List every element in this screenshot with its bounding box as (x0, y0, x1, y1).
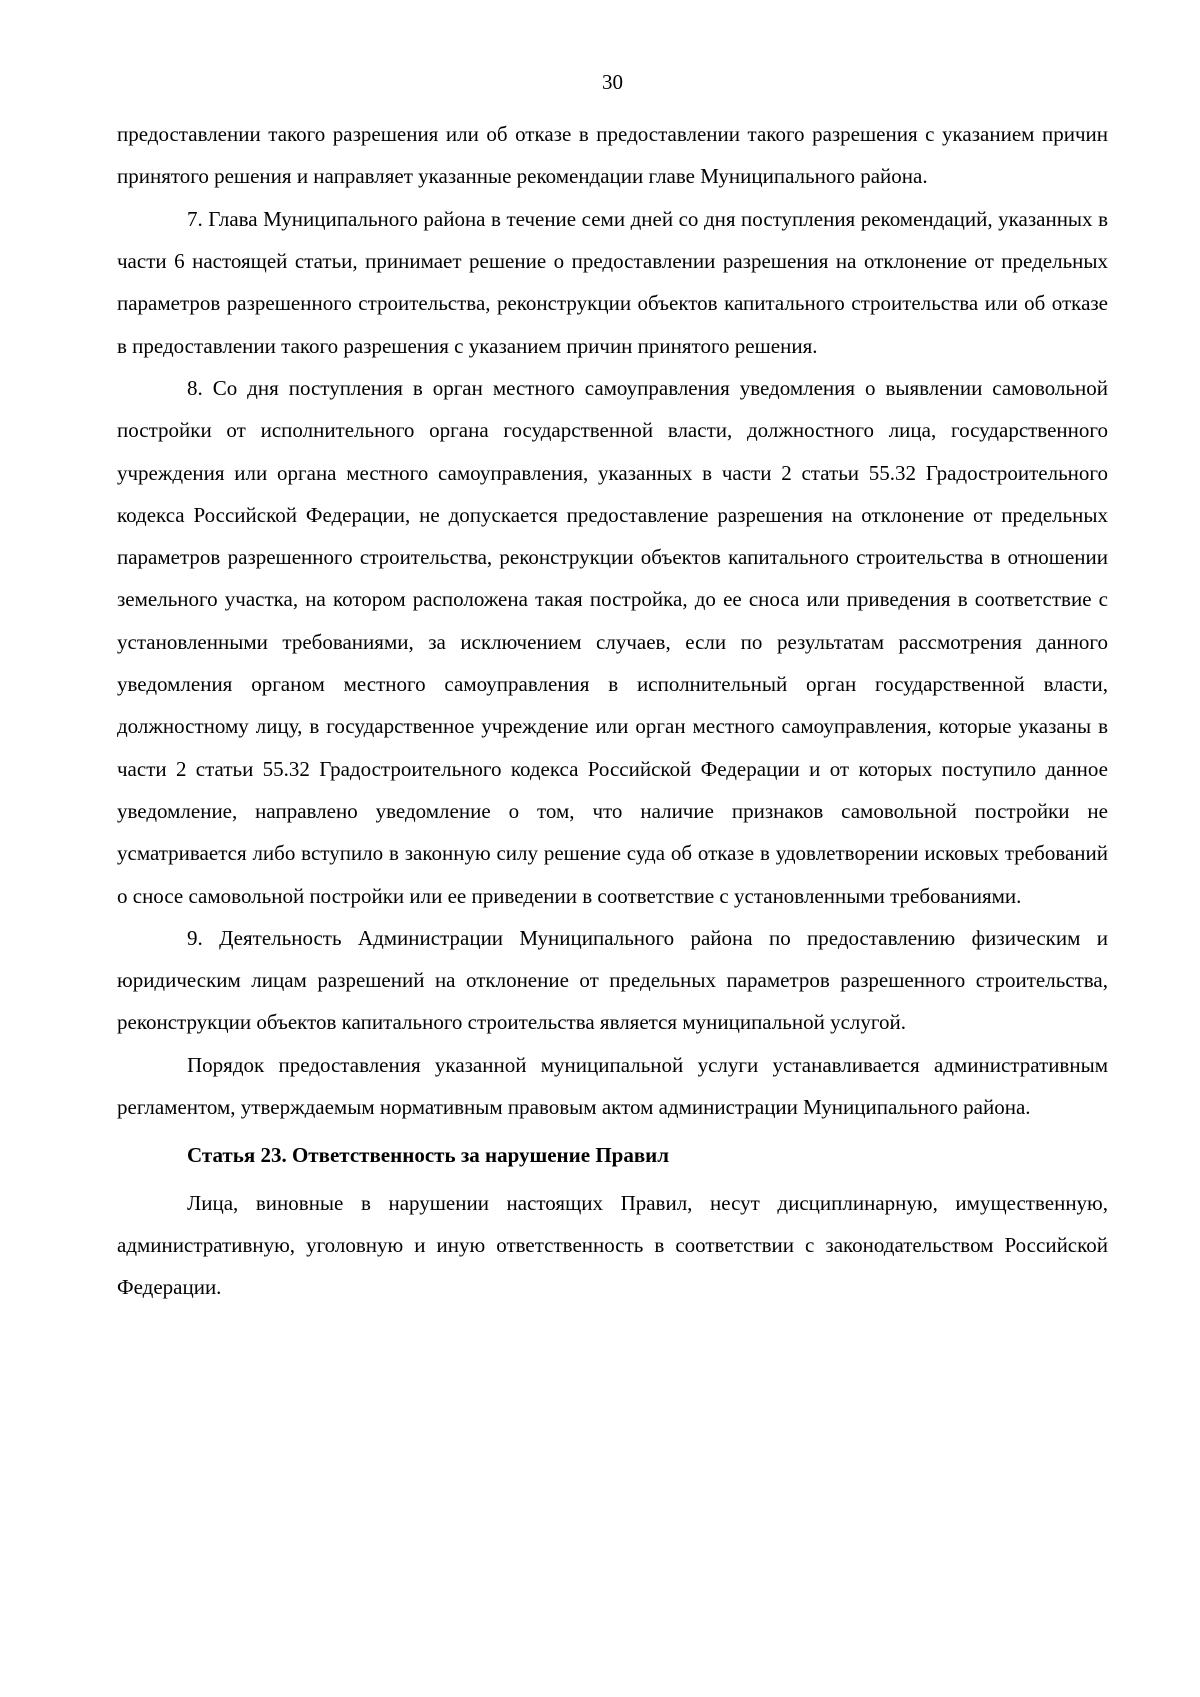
article-paragraph: Лица, виновные в нарушении настоящих Правил, несут дисциплинарную, имущественную, административную, уголовную и иную ответственность в соответствии с законодательством Российской Федерации. (117, 1190, 1108, 1300)
paragraph-item-9: 9. Деятельность Администрации Муниципального района по предоставлению физическим и юридическим лицам разрешений на отклонение от предельных параметров разрешенного строительства, реконструкции объектов капитального строительства является муниципальной услугой. (117, 925, 1108, 1035)
article-heading: Статья 23. Ответственность за нарушение Правил (187, 1143, 670, 1168)
page-number: 30 (602, 70, 623, 94)
paragraph-item-8: 8. Со дня поступления в орган местного самоуправления уведомления о выявлении самовольной постройки от исполнительного органа государственной власти, должностного лица, государственного учреждения или органа местного самоуправления, указанных в части 2 статьи 55.32 Градостроительного кодекса Российской Федерации, не допускается предоставление разрешения на отклонение от предельных параметров разрешенного строительства, реконструкции объектов капитального строительства в отношении земельного участка, на котором расположена такая постройка, до ее сноса или приведения в соответствие с установленными требованиями, за исключением случаев, если по результатам рассмотрения данного уведомления органом местного самоуправления в исполнительный орган государственной власти, должностному лицу, в государственное учреждение или орган местного самоуправления, которые указаны в части 2 статьи 55.32 Градостроительного кодекса Российской Федерации и от которых поступило данное уведомление, направлено уведомление о том, что наличие признаков самовольной постройки не усматривается либо вступило в законную силу решение суда об отказе в удовлетворении исковых требований о сносе самовольной постройки или ее приведении в соответствие с установленными требованиями. (117, 375, 1108, 908)
paragraph-continuation: предоставлении такого разрешения или об отказе в предоставлении такого разрешения с указанием причин принятого решения и направляет указанные рекомендации главе Муниципального района. (117, 122, 1108, 189)
paragraph-procedure: Порядок предоставления указанной муниципальной услуги устанавливается административным регламентом, утверждаемым нормативным правовым актом администрации Муниципального района. (117, 1052, 1108, 1120)
paragraph-item-7: 7. Глава Муниципального района в течение семи дней со дня поступления рекомендаций, указанных в части 6 настоящей статьи, принимает решение о предоставлении разрешения на отклонение от предельных параметров разрешенного строительства, реконструкции объектов капитального строительства или об отказе в предоставлении такого разрешения с указанием причин принятого решения. (117, 206, 1108, 358)
